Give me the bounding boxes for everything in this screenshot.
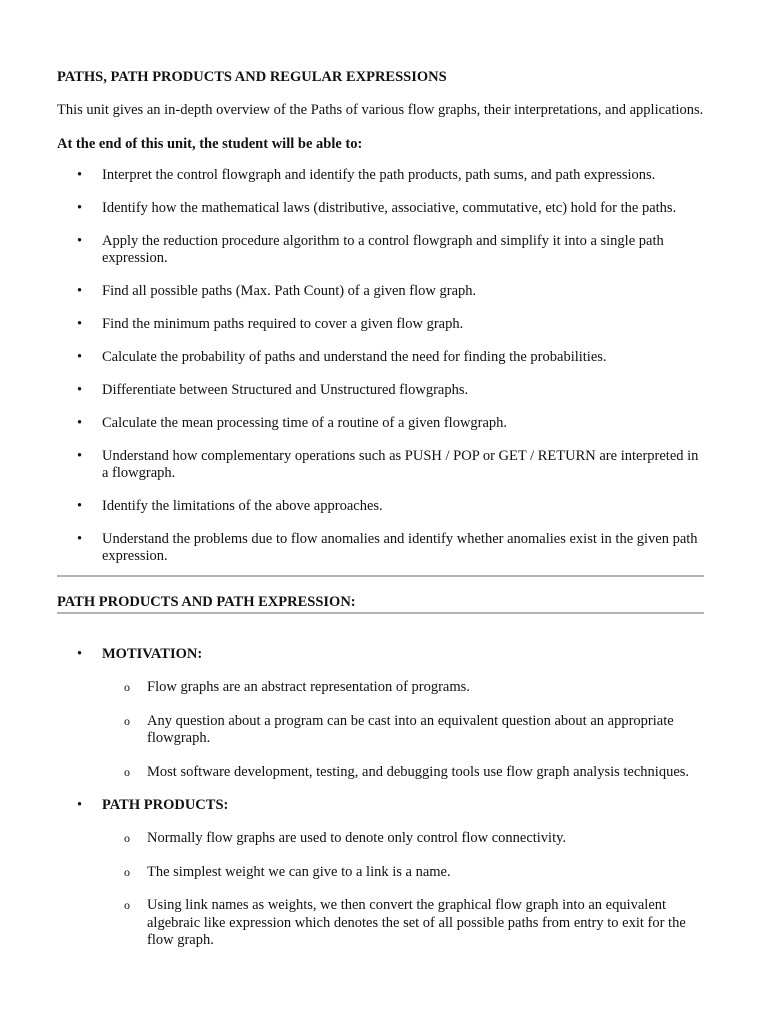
list-item — [57, 498, 704, 515]
sub-bullet-icon: o — [124, 831, 130, 845]
sub-list — [102, 830, 704, 950]
sub-list — [102, 679, 704, 781]
objective-text: Understand the problems due to flow anomalies and identify whether anomalies exist in the given path expression. — [102, 531, 698, 564]
list-item — [57, 200, 704, 217]
horizontal-rule — [57, 612, 704, 614]
sub-item-text: Using link names as weights, we then convert the graphical flow graph into an equivalent algebraic like expression which denotes the set of all possible paths from entry to exit for the flow graph. — [147, 897, 686, 948]
bullet-icon: • — [77, 382, 83, 398]
sub-bullet-icon: o — [124, 864, 130, 879]
objective-text: Apply the reduction procedure algorithm to a control flowgraph and simplify it into a single path expression. — [102, 233, 664, 266]
bullet-icon: • — [77, 448, 83, 464]
bullet-icon: • — [77, 349, 83, 365]
list-item — [57, 797, 704, 950]
bullet-icon: • — [77, 646, 83, 662]
objective-text: Find the minimum paths required to cover a given flow graph. — [102, 316, 464, 332]
objectives-lead: At the end of this unit, the student will be able to: — [57, 136, 363, 152]
list-item — [57, 233, 704, 267]
objective-text: Find all possible paths (Max. Path Count) of a given flow graph. — [102, 283, 477, 299]
list-item — [57, 349, 704, 366]
topic-title: PATH PRODUCTS: — [102, 797, 229, 813]
bullet-icon: • — [77, 316, 83, 332]
sub-item-text: Normally flow graphs are used to denote only control flow connectivity. — [147, 830, 567, 846]
sub-item-text: Any question about a program can be cast into an equivalent question about an appropriate flowgraph. — [147, 712, 674, 746]
list-item — [102, 764, 704, 782]
objective-text: Understand how complementary operations such as PUSH / POP or GET / RETURN are interpreted in a flowgraph. — [102, 448, 699, 481]
objectives-list — [57, 167, 704, 565]
list-item — [57, 382, 704, 399]
list-item — [57, 316, 704, 333]
list-item — [57, 283, 704, 300]
bullet-icon: • — [77, 498, 83, 514]
sub-item-text: The simplest weight we can give to a link is a name. — [147, 863, 451, 880]
list-item — [57, 167, 704, 184]
bullet-icon: • — [77, 531, 83, 547]
list-item — [57, 415, 704, 432]
topic-title: MOTIVATION: — [102, 646, 203, 662]
objective-text: Identify how the mathematical laws (distributive, associative, commutative, etc) hold for the paths. — [102, 200, 677, 216]
bullet-icon: • — [77, 233, 83, 249]
objective-text: Interpret the control flowgraph and identify the path products, path sums, and path expressions. — [102, 167, 656, 183]
sub-bullet-icon: o — [124, 713, 130, 728]
list-item — [102, 897, 704, 950]
objective-text: Calculate the probability of paths and understand the need for finding the probabilities. — [102, 349, 607, 365]
objective-text: Differentiate between Structured and Unstructured flowgraphs. — [102, 382, 469, 398]
document-page — [57, 68, 704, 966]
list-item — [57, 448, 704, 482]
bullet-icon: • — [77, 797, 83, 813]
objective-text: Calculate the mean processing time of a routine of a given flowgraph. — [102, 415, 508, 431]
bullet-icon: • — [77, 415, 83, 431]
topics-list — [57, 646, 704, 950]
list-item — [102, 679, 704, 697]
sub-item-text: Flow graphs are an abstract representation of programs. — [147, 679, 470, 695]
list-item — [57, 646, 704, 781]
bullet-icon: • — [77, 167, 83, 183]
horizontal-rule — [57, 575, 704, 577]
list-item — [102, 864, 704, 882]
sub-bullet-icon: o — [124, 764, 130, 779]
list-item — [57, 531, 704, 565]
sub-item-text: Most software development, testing, and debugging tools use flow graph analysis techniques. — [147, 763, 690, 780]
bullet-icon: • — [77, 200, 83, 216]
sub-bullet-icon: o — [124, 898, 130, 912]
document-title: PATHS, PATH PRODUCTS AND REGULAR EXPRESSIONS — [57, 69, 447, 85]
sub-bullet-icon: o — [124, 680, 130, 694]
objective-text: Identify the limitations of the above approaches. — [102, 498, 383, 514]
intro-paragraph: This unit gives an in-depth overview of the Paths of various flow graphs, their interpretations, and applications. — [57, 102, 704, 118]
list-item — [102, 713, 704, 748]
list-item — [102, 830, 704, 848]
bullet-icon: • — [77, 283, 83, 299]
section-heading: PATH PRODUCTS AND PATH EXPRESSION: — [57, 594, 356, 610]
